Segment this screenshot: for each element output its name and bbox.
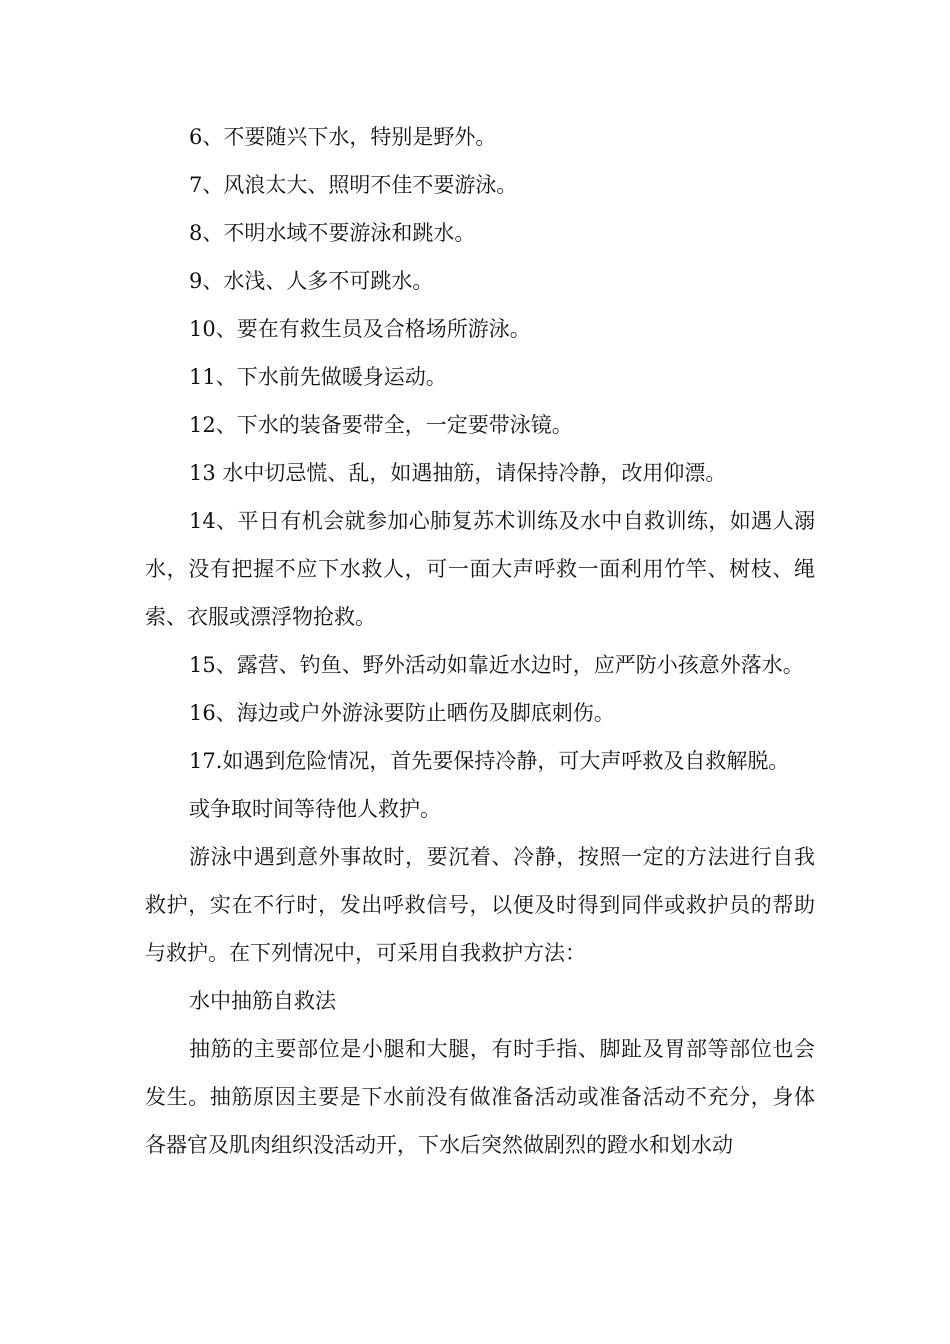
paragraph-16: 16、海边或户外游泳要防止晒伤及脚底刺伤。 [189, 701, 615, 725]
paragraph-7: 7、风浪太大、照明不佳不要游泳。 [189, 173, 518, 197]
paragraph-13: 13 水中切忌慌、乱，如遇抽筋，请保持冷静，改用仰漂。 [189, 461, 727, 485]
paragraph-15: 15、露营、钓鱼、野外活动如靠近水边时，应严防小孩意外落水。 [189, 653, 804, 677]
paragraph-self-rescue-intro: 游泳中遇到意外事故时，要沉着、冷静，按照一定的方法进行自我救护，实在不行时，发出呼救信号，以便及时得到同伴或救护员的帮助与救护。在下列情况中，可采用自我救护方法： [145, 845, 815, 965]
paragraph-12: 12、下水的装备要带全，一定要带泳镜。 [189, 413, 573, 437]
paragraph-6: 6、不要随兴下水，特别是野外。 [189, 125, 497, 149]
paragraph-10: 10、要在有救生员及合格场所游泳。 [189, 317, 531, 341]
paragraph-9: 9、水浅、人多不可跳水。 [189, 269, 434, 293]
paragraph-17-continued: 或争取时间等待他人救护。 [189, 797, 441, 821]
paragraph-14: 14、平日有机会就参加心肺复苏术训练及水中自救训练，如遇人溺水，没有把握不应下水救人，可一面大声呼救一面利用竹竿、树枝、绳索、衣服或漂浮物抢救。 [145, 509, 815, 629]
paragraph-8: 8、不明水域不要游泳和跳水。 [189, 221, 476, 245]
document-body [145, 113, 815, 1169]
paragraph-17: 17.如遇到危险情况，首先要保持冷静，可大声呼救及自救解脱。 [189, 749, 790, 773]
paragraph-11: 11、下水前先做暖身运动。 [189, 365, 447, 389]
section-heading-cramp: 水中抽筋自救法 [189, 989, 336, 1013]
paragraph-cramp-description: 抽筋的主要部位是小腿和大腿，有时手指、脚趾及胃部等部位也会发生。抽筋原因主要是下水前没有做准备活动或准备活动不充分，身体各器官及肌肉组织没活动开，下水后突然做剧烈的蹬水和划水动 [145, 1037, 815, 1157]
